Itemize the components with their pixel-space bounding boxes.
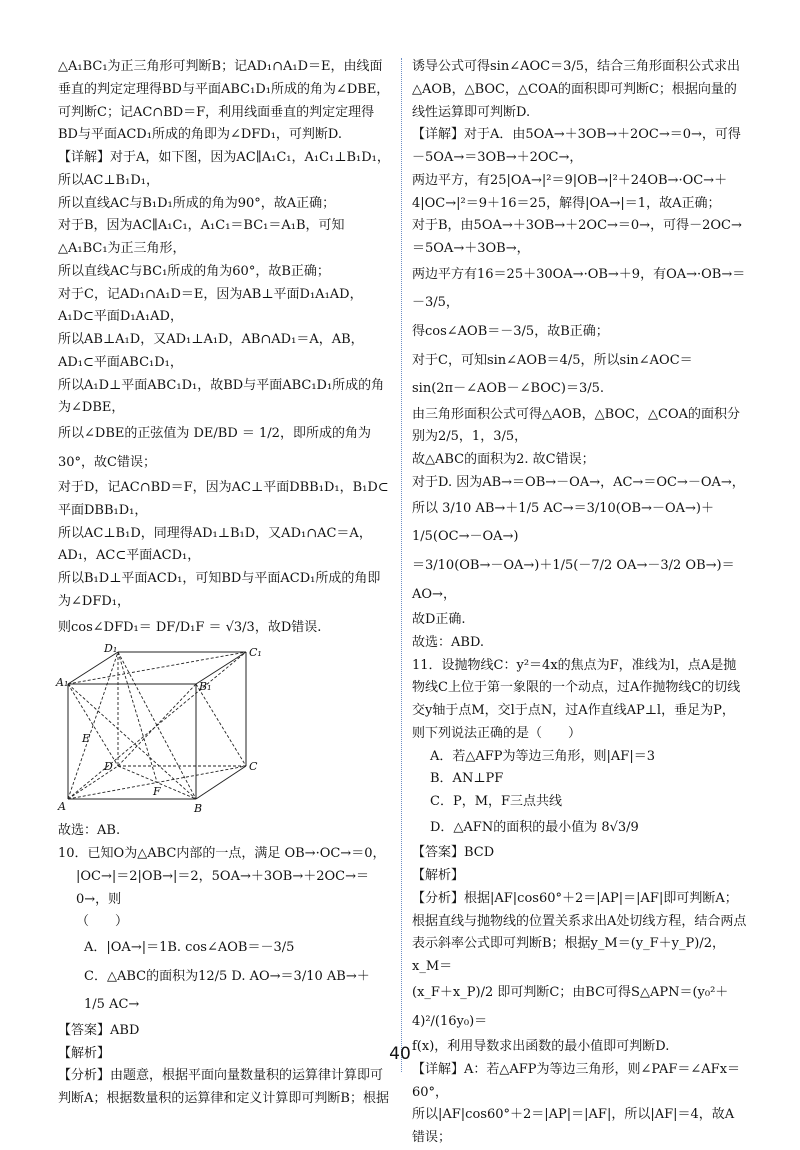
text-line: 故D正确. — [412, 612, 466, 628]
text-line: 则cos∠DFD₁＝ DF/D₁F ＝ √3/3，故D错误. — [58, 619, 322, 635]
question-11-option: C．P，M，F三点共线 — [430, 794, 563, 810]
cube-dashed-edges — [68, 652, 246, 799]
text-line: 由三角形面积公式可得△AOB，△BOC，△COA的面积分别为2/5，1，3/5， — [412, 406, 740, 445]
text-line: 【分析】根据|AF|cos60°＋2＝|AP|＝|AF|即可判断A；根据直线与抛物线的位置关系求出A处切线方程，结合两点表示斜率公式即可判断B；根据y_M＝(y_F＋y_P)/2，x_M＝ — [412, 890, 747, 975]
text-line: 两边平方有16＝25＋30OA→·OB→＋9，有OA→·OB→＝－3/5， — [412, 266, 746, 311]
question-11-option: B．AN⊥PF — [430, 771, 504, 787]
text-line: 所以AB⊥A₁D，又AD₁⊥A₁D，AB∩AD₁＝A，AB，AD₁⊂平面ABC₁D₁， — [58, 332, 364, 370]
text-line: 所以B₁D⊥平面ACD₁，可知BD与平面ACD₁所成的角即为∠DFD₁， — [58, 571, 381, 609]
label-C1: C₁ — [249, 646, 262, 660]
text-line: 【分析】由题意，根据平面向量数量积的运算律计算即可判断A；根据数量积的运算律和定义计算即可判断B；根据 — [58, 1068, 389, 1107]
text-line: 对于B，因为AC∥A₁C₁，A₁C₁＝BC₁＝A₁B，可知△A₁BC₁为正三角形， — [58, 218, 345, 256]
text-line: 【详解】A：若△AFP为等边三角形，则∠PAF＝∠AFx＝60°， — [412, 1061, 741, 1100]
question-11-stem: 11．设抛物线C：y²＝4x的焦点为F，准线为l，点A是抛物线C上位于第一象限的一个动点，过A作抛物线C的切线交y轴于点M，交l于点N，过A作直线AP⊥l，垂足为P，则下列说法正确的是（ ） — [412, 657, 741, 741]
text-line: (x_F＋x_P)/2 即可判断C；由BC可得S△APN＝(y₀²＋4)²/(16y₀)＝ — [412, 984, 729, 1029]
text-line: 所以直线AC与BC₁所成的角为60°，故B正确； — [58, 263, 330, 279]
label-A1: A₁ — [56, 676, 69, 690]
question-11-option: A．若△AFP为等边三角形，则|AF|＝3 — [430, 748, 655, 764]
analysis-label: 【解析】 — [412, 868, 465, 884]
text-line: 对于D，记AC∩BD＝F，因为AC⊥平面DBB₁D₁，B₁D⊂平面DBB₁D₁， — [58, 480, 389, 518]
page-number: 40 — [389, 1044, 411, 1064]
label-D1: D₁ — [104, 642, 118, 656]
text-line: f(x)，利用导数求出函数的最小值即可判断D. — [412, 1039, 670, 1055]
analysis-label: 【解析】 — [58, 1045, 111, 1061]
cube-diagram — [56, 642, 262, 816]
question-10-stem: 10．已知O为△ABC内部的一点，满足 OB→·OC→＝0， — [58, 846, 386, 862]
text-line: 故选：ABD. — [412, 634, 485, 650]
label-E: E — [82, 732, 91, 746]
label-C: C — [249, 760, 258, 774]
column-divider — [401, 58, 402, 1072]
text-line: 所以AC⊥B₁D，同理得AD₁⊥B₁D，又AD₁∩AC＝A，AD₁，AC⊂平面ACD₁， — [58, 525, 372, 564]
text-line: 两边平方，有25|OA→|²＝9|OB→|²＋24OB→·OC→＋4|OC→|²＝9＋16＝25，解得|OA→|＝1，故A正确； — [412, 172, 728, 211]
text-line: 所以|AF|cos60°＋2＝|AP|＝|AF|，所以|AF|＝4，故A错误； — [412, 1107, 735, 1146]
text-line: 对于C，记AD₁∩A₁D＝E，因为AB⊥平面D₁A₁AD，A₁D⊂平面D₁A₁AD， — [58, 286, 363, 325]
label-F: F — [153, 785, 161, 799]
answer-label: 【答案】ABD — [58, 1022, 140, 1038]
text-line: 对于D. 因为AB→＝OB→－OA→，AC→＝OC→－OA→， — [412, 474, 745, 490]
text-line: sin(2π－∠AOB－∠BOC)＝3/5. — [412, 381, 604, 397]
label-B: B — [194, 802, 203, 816]
text-line: 所以 3/10 AB→＋1/5 AC→＝3/10(OB→－OA→)＋1/5(OC→－OA→) — [412, 500, 714, 545]
text-line: 对于B，由5OA→＋3OB→＋2OC→＝0→，可得－2OC→＝5OA→＋3OB→， — [412, 218, 742, 256]
text-line: 所以A₁D⊥平面ABC₁D₁，故BD与平面ABC₁D₁所成的角为∠DBE， — [58, 377, 385, 416]
text-line: △A₁BC₁为正三角形可判断B；记AD₁∩A₁D＝E，由线面垂直的判定定理得BD与平面ABC₁D₁所成的角为∠DBE，可判断C；记AC∩BD＝F，利用线面垂直的判定定理得BD与平面ACD₁所成的角即为∠DFD₁，可判断D. — [58, 59, 390, 143]
text-line: ＝3/10(OB→－OA→)＋1/5(－7/2 OA→－3/2 OB→)＝AO→， — [412, 557, 735, 602]
question-11-option: D．△AFN的面积的最小值为 8√3/9 — [430, 819, 639, 835]
answer-label: 【答案】BCD — [412, 845, 495, 861]
label-A: A — [58, 800, 66, 814]
text-line: 【详解】对于A．由5OA→＋3OB→＋2OC→＝0→，可得－5OA→＝3OB→＋2OC→， — [412, 127, 741, 165]
question-10-stem: （ ） — [76, 914, 129, 930]
text-line: 对于C，可知sin∠AOB＝4/5，所以sin∠AOC＝ — [412, 352, 693, 368]
label-B1: B₁ — [199, 680, 212, 694]
text-line: 【详解】对于A，如下图，因为AC∥A₁C₁，A₁C₁⊥B₁D₁，所以AC⊥B₁D₁， — [58, 150, 390, 188]
label-D: D — [104, 760, 113, 774]
text-line: 故△ABC的面积为2. 故C错误； — [412, 452, 595, 468]
question-10-stem: |OC→|＝2|OB→|＝2，5OA→＋3OB→＋2OC→＝0→，则 — [76, 868, 370, 907]
text-line: 所以∠DBE的正弦值为 DE/BD ＝ 1/2，即所成的角为30°，故C错误； — [58, 426, 371, 470]
question-10-option: A．|OA→|＝1B. cos∠AOB＝－3/5 — [84, 940, 295, 956]
text-line: 所以直线AC与B₁D₁所成的角为90°，故A正确； — [58, 195, 336, 211]
question-10-option: C．△ABC的面积为12/5 D. AO→＝3/10 AB→＋1/5 AC→ — [84, 968, 370, 1013]
text-line: 故选：AB. — [58, 823, 121, 839]
right-column — [412, 56, 747, 1150]
left-column — [58, 56, 390, 1111]
text-line: 得cos∠AOB＝－3/5，故B正确； — [412, 323, 609, 339]
text-line: 诱导公式可得sin∠AOC＝3/5，结合三角形面积公式求出△AOB，△BOC，△COA的面积即可判断C；根据向量的线性运算即可判断D. — [412, 59, 741, 120]
